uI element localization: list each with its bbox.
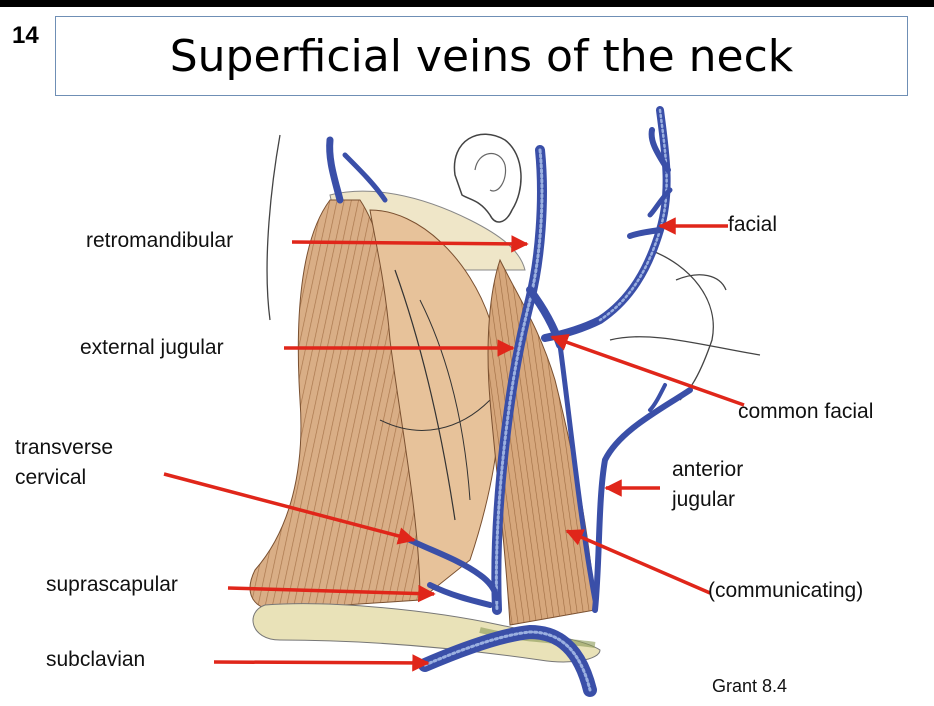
label-common-facial: common facial [738,400,874,423]
slide-number: 14 [12,22,39,49]
label-retromandibular: retromandibular [86,229,234,252]
suprascapular-vein [430,585,490,605]
label-suprascapular: suprascapular [46,573,178,596]
ear [454,134,521,222]
arrow-retromandibular [292,242,527,244]
figure-credit: Grant 8.4 [712,676,788,696]
label-transverse: transverse [15,436,114,459]
label-jugular: jugular [672,488,736,511]
label-external-jugular: external jugular [80,336,224,359]
label-subclavian: subclavian [46,648,146,671]
arrow-subclavian [214,662,428,663]
label-facial: facial [728,213,778,236]
label-anterior: anterior [672,458,744,481]
label-communicating: (communicating) [708,579,864,602]
facial-vein [545,110,667,338]
page-title: Superficial veins of the neck [169,30,794,82]
label-cervical: cervical [15,466,87,489]
